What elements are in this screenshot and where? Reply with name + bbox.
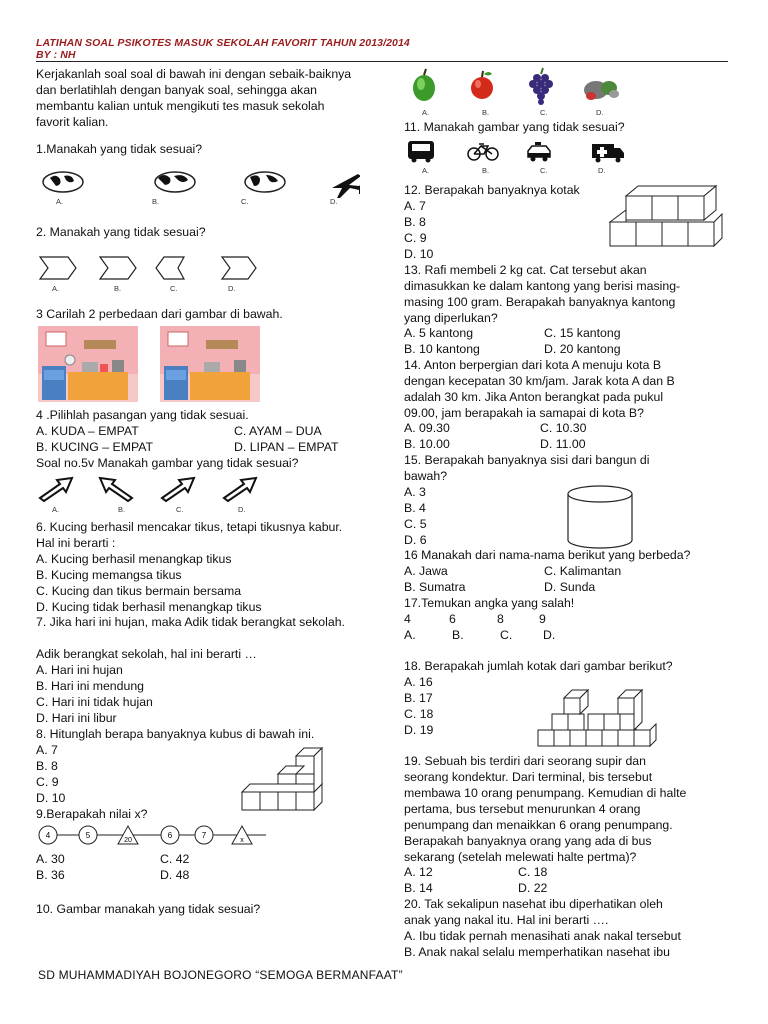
seq-value-2: 5	[85, 831, 91, 840]
q2-label-a: A.	[52, 284, 60, 293]
q20-option-a: A. Ibu tidak pernah menasihati anak nakal tersebut	[404, 929, 681, 943]
q11-label-d: D.	[598, 166, 606, 175]
q10-fruit-figures	[404, 66, 634, 108]
q19-option-b: B. 14	[404, 881, 433, 895]
q13-line-3: masing 100 gram. Berapakah banyaknya kantong	[404, 295, 676, 309]
q12-option-b: B. 8	[404, 215, 426, 229]
q9-text: 9.Berapakah nilai x?	[36, 807, 148, 821]
police-car-icon	[528, 142, 550, 162]
q4-option-a: A. KUDA – EMPAT	[36, 424, 139, 438]
q12-option-c: C. 9	[404, 231, 427, 245]
seq-value-1: 4	[45, 831, 51, 840]
q17-label-a: A.	[404, 628, 416, 642]
q15-option-a: A. 3	[404, 485, 426, 499]
q10-label-b: B.	[482, 108, 490, 117]
bus-icon	[408, 141, 434, 163]
seq-value-x: x	[240, 837, 244, 844]
q13-line-2: dimasukkan ke dalam kantong yang berisi masing-	[404, 279, 681, 293]
q7-text-2: Adik berangkat sekolah, hal ini berarti …	[36, 647, 257, 661]
q12-box-stack	[606, 184, 726, 250]
q7-option-c: C. Hari ini tidak hujan	[36, 695, 153, 709]
q13-option-c: C. 15 kantong	[544, 326, 621, 340]
q2-figures	[36, 255, 266, 283]
q14-line-1: 14. Anton berpergian dari kota A menuju kota B	[404, 358, 662, 372]
q2-text: 2. Manakah yang tidak sesuai?	[36, 225, 206, 239]
q1-label-c: C.	[241, 197, 249, 206]
q14-line-4: 09.00, jam berapakah ia samapai di kota B?	[404, 406, 644, 420]
worksheet-author: BY : NH	[36, 49, 76, 61]
arrow-icon-d	[224, 478, 256, 501]
chevron-shape-c	[156, 257, 184, 279]
q8-option-d: D. 10	[36, 791, 66, 805]
q1-text: 1.Manakah yang tidak sesuai?	[36, 142, 203, 156]
q13-line-4: yang diperlukan?	[404, 311, 498, 325]
q14-option-c: C. 10.30	[540, 421, 587, 435]
q14-line-3: adalah 30 km. Jika Anton berangkat pada pukul	[404, 390, 664, 404]
q19-line-7: sekarang (setelah melewati halte pertma)?	[404, 850, 637, 864]
chevron-shape-b	[100, 257, 136, 279]
q8-option-b: B. 8	[36, 759, 58, 773]
q15-option-d: D. 6	[404, 533, 427, 547]
q17-number-1: 4	[404, 612, 411, 626]
q6-option-d: D. Kucing tidak berhasil menangkap tikus	[36, 600, 262, 614]
q17-number-4: 9	[539, 612, 546, 626]
airplane-icon	[332, 174, 360, 198]
q5-label-b: B.	[118, 505, 126, 514]
arrow-icon-c	[162, 478, 194, 501]
q17-label-b: B.	[452, 628, 464, 642]
q15-option-b: B. 4	[404, 501, 426, 515]
q8-text: 8. Hitunglah berapa banyaknya kubus di bawah ini.	[36, 727, 315, 741]
worksheet-title: LATIHAN SOAL PSIKOTES MASUK SEKOLAH FAVORIT TAHUN 2013/2014	[36, 37, 410, 49]
q6-text: 6. Kucing berhasil mencakar tikus, tetapi tikusnya kabur. Hal ini berarti :	[36, 520, 343, 550]
q14-option-b: B. 10.00	[404, 437, 450, 451]
q18-option-a: A. 16	[404, 675, 433, 689]
q7-option-d: D. Hari ini libur	[36, 711, 117, 725]
q7-option-b: B. Hari ini mendung	[36, 679, 144, 693]
ambulance-icon	[592, 144, 624, 163]
q20-line-1: 20. Tak sekalipun nasehat ibu diperhatikan oleh	[404, 897, 663, 911]
q11-label-c: C.	[540, 166, 548, 175]
q9-number-sequence	[36, 824, 268, 846]
q5-label-a: A.	[52, 505, 60, 514]
q12-text: 12. Berapakah banyaknya kotak	[404, 183, 580, 197]
q20-line-2: anak yang nakal itu. Hal ini berarti ….	[404, 913, 609, 927]
q3-kitchen-pictures	[38, 326, 262, 402]
q19-line-3: membawa 10 orang penumpang. Kemudian di halte	[404, 786, 687, 800]
q7-option-a: A. Hari ini hujan	[36, 663, 123, 677]
chevron-shape-d	[222, 257, 256, 279]
q19-line-1: 19. Sebuah bis terdiri dari seorang supir dan	[404, 754, 646, 768]
q16-option-d: D. Sunda	[544, 580, 596, 594]
q18-text: 18. Berapakah jumlah kotak dari gambar berikut?	[404, 659, 673, 673]
q8-cube-staircase	[240, 744, 344, 814]
q15-cylinder	[562, 484, 638, 550]
globe-icon-a	[43, 172, 83, 192]
header-rule	[36, 61, 728, 62]
q4-text: 4 .Pilihlah pasangan yang tidak sesuai.	[36, 408, 249, 422]
globe-icon-c	[245, 172, 285, 192]
q1-label-d: D.	[330, 197, 338, 206]
intro-text: Kerjakanlah soal soal di bawah ini dengan sebaik-baiknya dan berlatihlah dengan banyak soal, sehingga akan membantu kalian untuk mengikuti tes masuk sekolah favorit kalian.	[36, 67, 352, 129]
q11-vehicle-figures	[404, 138, 634, 164]
q19-line-6: Berapakah banyaknya orang yang ada di bus	[404, 834, 652, 848]
q13-option-b: B. 10 kantong	[404, 342, 480, 356]
q1-label-a: A.	[56, 197, 64, 206]
q17-number-3: 8	[497, 612, 504, 626]
q13-option-a: A. 5 kantong	[404, 326, 474, 340]
q17-text: 17.Temukan angka yang salah!	[404, 596, 575, 610]
q2-label-c: C.	[170, 284, 178, 293]
q8-option-c: C. 9	[36, 775, 59, 789]
kitchen-image-1	[38, 326, 138, 402]
q5-label-c: C.	[176, 505, 184, 514]
q10-text: 10. Gambar manakah yang tidak sesuai?	[36, 902, 261, 916]
q10-label-c: C.	[540, 108, 548, 117]
footer-text: SD MUHAMMADIYAH BOJONEGORO “SEMOGA BERMANFAAT”	[38, 968, 403, 982]
q3-text: 3 Carilah 2 perbedaan dari gambar di bawah.	[36, 307, 283, 321]
q4-option-c: C. AYAM – DUA	[234, 424, 322, 438]
q20-option-b: B. Anak nakal selalu memperhatikan nasehat ibu	[404, 945, 670, 959]
seq-value-4: 6	[167, 831, 173, 840]
q13-option-d: D. 20 kantong	[544, 342, 621, 356]
q16-option-a: A. Jawa	[404, 564, 448, 578]
q17-label-d: D.	[543, 628, 556, 642]
q19-option-c: C. 18	[518, 865, 548, 879]
q10-label-a: A.	[422, 108, 430, 117]
q19-line-2: seorang kondektur. Dari terminal, bis tersebut	[404, 770, 653, 784]
q13-line-1: 13. Rafi membeli 2 kg cat. Cat tersebut akan	[404, 263, 647, 277]
q17-number-2: 6	[449, 612, 456, 626]
q18-box-arrangement	[534, 680, 662, 750]
q14-option-a: A. 09.30	[404, 421, 450, 435]
q17-label-c: C.	[500, 628, 513, 642]
chevron-shape-a	[40, 257, 76, 279]
guava-icon	[413, 69, 435, 101]
q2-label-b: B.	[114, 284, 122, 293]
q15-option-c: C. 5	[404, 517, 427, 531]
q11-label-b: B.	[482, 166, 490, 175]
q2-label-d: D.	[228, 284, 236, 293]
q6-option-c: C. Kucing dan tikus bermain bersama	[36, 584, 242, 598]
q12-option-d: D. 10	[404, 247, 434, 261]
q18-option-d: D. 19	[404, 723, 434, 737]
q1-label-b: B.	[152, 197, 160, 206]
q11-label-a: A.	[422, 166, 430, 175]
q11-text: 11. Manakah gambar yang tidak sesuai?	[404, 120, 625, 134]
seq-value-3: 20	[124, 837, 132, 844]
q9-option-d: D. 48	[160, 868, 190, 882]
q14-option-d: D. 11.00	[540, 437, 586, 451]
q16-text: 16 Manakah dari nama-nama berikut yang berbeda?	[404, 548, 691, 562]
q6-option-b: B. Kucing memangsa tikus	[36, 568, 182, 582]
arrow-icon-b	[100, 478, 132, 501]
q14-line-2: dengan kecepatan 30 km/jam. Jarak kota A dan B	[404, 374, 675, 388]
q19-option-d: D. 22	[518, 881, 548, 895]
q19-line-4: pertama, bus tersebut menurunkan 4 orang	[404, 802, 641, 816]
q4-option-d: D. LIPAN – EMPAT	[234, 440, 339, 454]
q12-option-a: A. 7	[404, 199, 426, 213]
q15-line-1: 15. Berapakah banyaknya sisi dari bangun di	[404, 453, 650, 467]
q7-text: 7. Jika hari ini hujan, maka Adik tidak berangkat sekolah.	[36, 615, 345, 629]
q4-option-b: B. KUCING – EMPAT	[36, 440, 154, 454]
grapes-icon	[529, 68, 553, 105]
q16-option-b: B. Sumatra	[404, 580, 466, 594]
arrow-icon-a	[40, 478, 72, 501]
q19-option-a: A. 12	[404, 865, 433, 879]
bicycle-icon	[468, 144, 498, 160]
q15-line-2: bawah?	[404, 469, 448, 483]
q16-option-c: C. Kalimantan	[544, 564, 622, 578]
q8-option-a: A. 7	[36, 743, 58, 757]
q19-line-5: penumpang dan menaikkan 6 orang penumpang.	[404, 818, 673, 832]
q10-label-d: D.	[596, 108, 604, 117]
q18-option-b: B. 17	[404, 691, 433, 705]
kitchen-image-2	[160, 326, 260, 402]
q9-option-c: C. 42	[160, 852, 190, 866]
seq-value-5: 7	[201, 831, 207, 840]
q5-label-d: D.	[238, 505, 246, 514]
apple-icon	[471, 71, 493, 99]
q5-text: Soal no.5v Manakah gambar yang tidak sesuai?	[36, 456, 299, 470]
q5-figures	[36, 474, 266, 504]
q9-option-a: A. 30	[36, 852, 65, 866]
q1-figures	[40, 168, 360, 204]
globe-icon-b	[155, 172, 195, 192]
q18-option-c: C. 18	[404, 707, 434, 721]
q9-option-b: B. 36	[36, 868, 65, 882]
vegetables-icon	[584, 81, 619, 100]
q6-option-a: A. Kucing berhasil menangkap tikus	[36, 552, 232, 566]
